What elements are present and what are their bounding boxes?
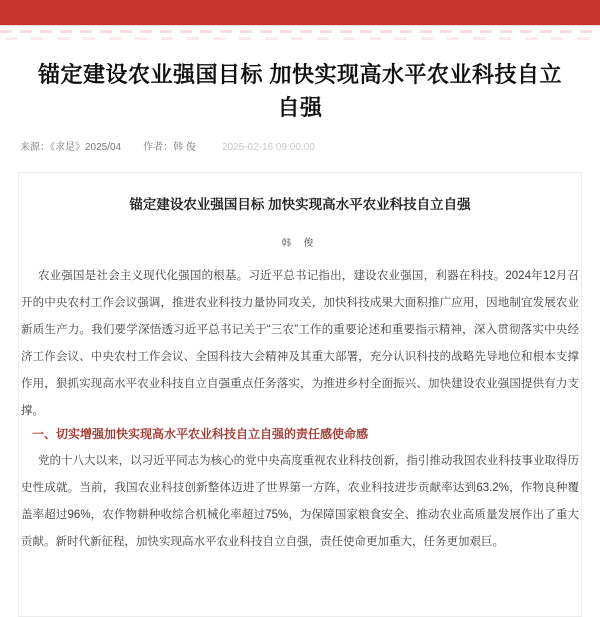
meta-source: 来源：《求是》2025/04 [20, 142, 122, 153]
decorative-pattern-strip [0, 25, 600, 43]
article-meta [20, 141, 600, 155]
article-paragraph-1: 农业强国是社会主义现代化强国的根基。习近平总书记指出，建设农业强国，利器在科技。2024年12月召开的中央农村工作会议强调，推进农业科技力量协同攻关，加快科技成果大面积推广应用，因地制宜发展农业新质生产力。我们要学深悟透习近平总书记关于“三农”工作的重要论述和重要指示精神，深入贯彻落实中央经济工作会议、中央农村工作会议、全国科技大会精神及其重大部署，充分认识科技的战略先导地位和根本支撑作用，狠抓实现高水平农业科技自立自强重点任务落实，为推进乡村全面振兴、加快建设农业强国提供有力支撑。 [21, 270, 579, 417]
section-heading: 一、切实增强加快实现高水平农业科技自立自强的责任感使命感 [32, 427, 369, 441]
article-title: 锚定建设农业强国目标 加快实现高水平农业科技自立自强 [129, 197, 471, 212]
meta-timestamp: 2025-02-16 09:00:00 [221, 142, 315, 153]
page-title: 锚定建设农业强国目标 加快实现高水平农业科技自立自强 [37, 62, 563, 120]
meta-author: 作者：韩 俊 [143, 142, 196, 153]
article-panel [18, 172, 582, 617]
article-author: 韩 俊 [281, 238, 319, 249]
article-paragraph-2: 党的十八大以来，以习近平同志为核心的党中央高度重视农业科技创新，指引推动我国农业科技事业取得历史性成就。当前，我国农业科技创新整体迈进了世界第一方阵，农业科技进步贡献率达到63.2%，作物良种覆盖率超过96%，农作物耕种收综合机械化率超过75%，为保障国家粮食安全、推动农业高质量发展作出了重大贡献。新时代新征程，加快实现高水平农业科技自立自强，责任使命更加重大，任务更加艰巨。 [21, 455, 579, 548]
top-red-bar [0, 0, 600, 25]
